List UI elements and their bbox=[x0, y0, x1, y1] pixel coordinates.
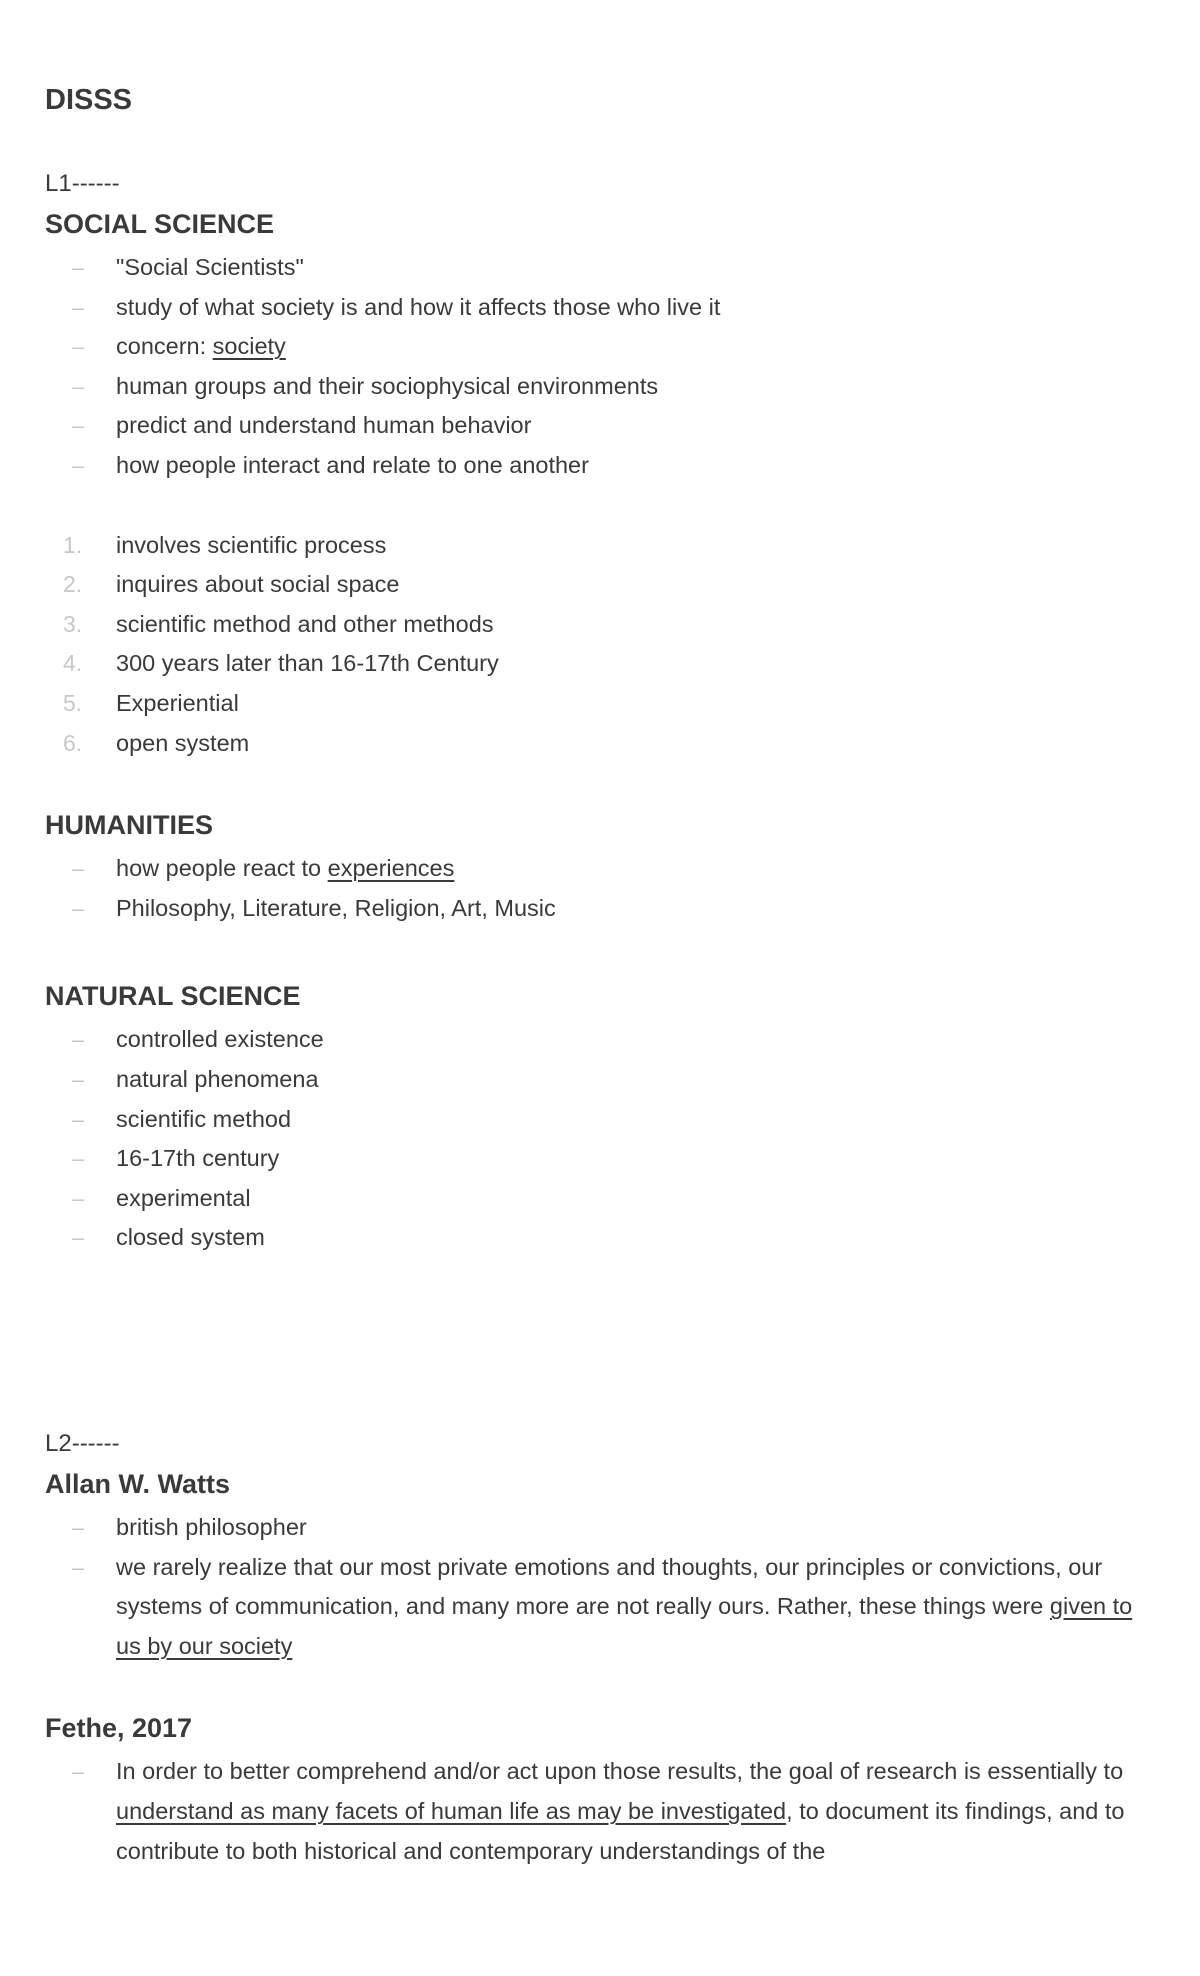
list-item: – 16-17th century bbox=[45, 1139, 1155, 1179]
dash-bullet-icon: – bbox=[72, 1759, 85, 1785]
dash-bullet-icon: – bbox=[72, 1027, 85, 1053]
section-marker-l1: L1------ bbox=[45, 170, 120, 197]
heading-social-science: SOCIAL SCIENCE bbox=[45, 209, 275, 239]
dash-bullet-icon: – bbox=[72, 413, 85, 439]
numbered-item: 3. scientific method and other methods bbox=[63, 610, 494, 637]
numbered-item: 2. inquires about social space bbox=[63, 571, 400, 598]
list-item: – In order to better comprehend and/or act upon those results, the goal of research is essentially to understand as many facets of human life as may be investigated, to document its findings, and to contribute to both historical and contemporary understandings of the bbox=[45, 1752, 1155, 1871]
list-item: – concern: society bbox=[45, 327, 1155, 367]
underlined-quote: given to us by our society bbox=[116, 1593, 1133, 1659]
natural-science-bullets bbox=[45, 1020, 1155, 1258]
list-item: – how people react to experiences bbox=[45, 849, 1155, 889]
fethe-bullets bbox=[45, 1752, 1155, 1871]
list-item: – "Social Scientists" bbox=[45, 248, 1155, 288]
section-marker-l2: L2------ bbox=[45, 1430, 120, 1457]
list-item: – closed system bbox=[45, 1218, 1155, 1258]
underlined-quote: understand as many facets of human life as may be investigated bbox=[116, 1797, 787, 1824]
list-item: – we rarely realize that our most private emotions and thoughts, our principles or convictions, our systems of communication, and many more are not really ours. Rather, these things were given to us by our society bbox=[45, 1548, 1155, 1667]
list-item: – british philosopher bbox=[45, 1508, 1155, 1548]
humanities-bullets bbox=[45, 849, 1155, 928]
list-item: – how people interact and relate to one another bbox=[45, 446, 1155, 486]
underlined-term: experiences bbox=[327, 855, 455, 882]
list-item: – predict and understand human behavior bbox=[45, 406, 1155, 446]
list-item: – natural phenomena bbox=[45, 1060, 1155, 1100]
numbered-item: 6. open system bbox=[63, 729, 250, 756]
dash-bullet-icon: – bbox=[72, 294, 85, 320]
heading-natural-science: NATURAL SCIENCE bbox=[45, 981, 301, 1012]
dash-bullet-icon: – bbox=[72, 334, 85, 360]
numbered-item: 5. Experiential bbox=[63, 689, 239, 716]
heading-fethe-2017: Fethe, 2017 bbox=[45, 1713, 193, 1744]
list-item: – Philosophy, Literature, Religion, Art, Music bbox=[45, 889, 1155, 929]
heading-allan-watts: Allan W. Watts bbox=[45, 1469, 231, 1499]
dash-bullet-icon: – bbox=[72, 1066, 85, 1092]
list-item: – study of what society is and how it affects those who live it bbox=[45, 288, 1155, 328]
heading-humanities: HUMANITIES bbox=[45, 810, 213, 841]
numbered-item: 1. involves scientific process bbox=[63, 531, 387, 558]
dash-bullet-icon: – bbox=[72, 856, 85, 882]
list-item: – scientific method bbox=[45, 1100, 1155, 1140]
dash-bullet-icon: – bbox=[72, 1515, 85, 1540]
l2-section bbox=[45, 1428, 1155, 1871]
social-science-bullets bbox=[45, 248, 1155, 486]
numbered-item: 4. 300 years later than 16-17th Century bbox=[63, 650, 499, 677]
document-title: DISSS bbox=[45, 84, 133, 116]
watts-bullets bbox=[45, 1508, 1155, 1666]
dash-bullet-icon: – bbox=[72, 1225, 85, 1251]
dash-bullet-icon: – bbox=[72, 1106, 85, 1132]
social-science-numbered-list bbox=[45, 526, 1155, 764]
list-item: – human groups and their sociophysical environments bbox=[45, 367, 1155, 407]
dash-bullet-icon: – bbox=[72, 452, 85, 478]
list-item: – experimental bbox=[45, 1179, 1155, 1219]
dash-bullet-icon: – bbox=[72, 895, 85, 921]
list-item: – controlled existence bbox=[45, 1020, 1155, 1060]
dash-bullet-icon: – bbox=[72, 1185, 85, 1211]
dash-bullet-icon: – bbox=[72, 373, 85, 399]
l1-section bbox=[45, 168, 1155, 1258]
dash-bullet-icon: – bbox=[72, 255, 85, 280]
dash-bullet-icon: – bbox=[72, 1146, 85, 1172]
underlined-term: society bbox=[212, 333, 286, 360]
dash-bullet-icon: – bbox=[72, 1554, 85, 1580]
